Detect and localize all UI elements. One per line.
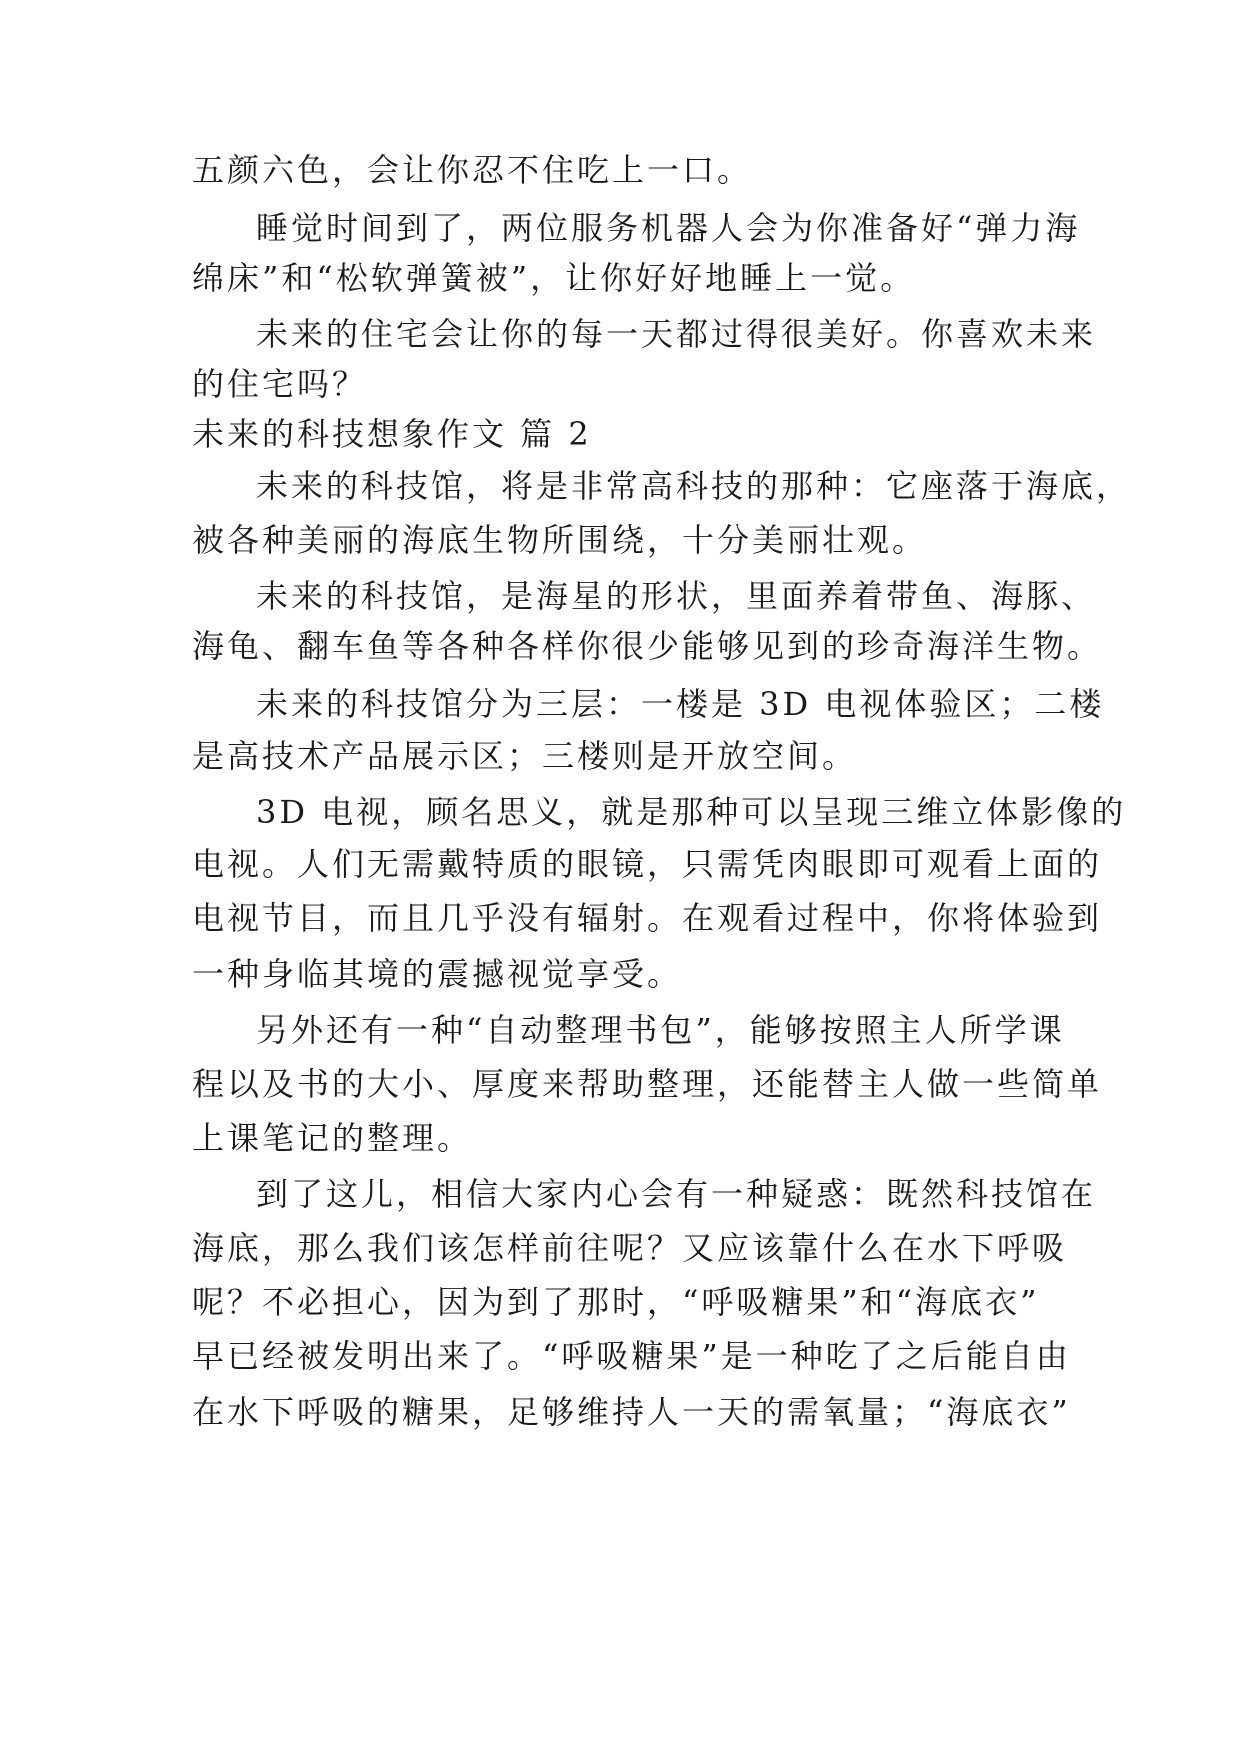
paragraph-line: 被各种美丽的海底生物所围绕，十分美丽壮观。 xyxy=(192,521,928,559)
paragraph-line: 上课笔记的整理。 xyxy=(192,1119,473,1157)
paragraph-line: 3D 电视，顾名思义，就是那种可以呈现三维立体影像的 xyxy=(256,793,1127,831)
paragraph-line: 是高技术产品展示区；三楼则是开放空间。 xyxy=(192,737,858,775)
paragraph-line: 未来的科技馆，是海星的形状，里面养着带鱼、海豚、 xyxy=(256,577,1097,615)
section-heading: 未来的科技想象作文 篇 2 xyxy=(192,415,592,453)
paragraph-line: 电视。人们无需戴特质的眼镜，只需凭肉眼即可观看上面的 xyxy=(192,845,1103,883)
paragraph-line: 一种身临其境的震撼视觉享受。 xyxy=(192,955,683,993)
paragraph-line: 电视节目，而且几乎没有辐射。在观看过程中，你将体验到 xyxy=(192,899,1103,937)
paragraph-line: 五颜六色，会让你忍不住吃上一口。 xyxy=(192,151,753,189)
paragraph-line: 呢？不必担心，因为到了那时，“呼吸糖果”和“海底衣” xyxy=(192,1283,1040,1321)
paragraph-line: 未来的住宅会让你的每一天都过得很美好。你喜欢未来 xyxy=(256,315,1097,353)
paragraph-line: 海底，那么我们该怎样前往呢？又应该靠什么在水下呼吸 xyxy=(192,1229,1068,1267)
paragraph-line: 海龟、翻车鱼等各种各样你很少能够见到的珍奇海洋生物。 xyxy=(192,627,1103,665)
paragraph-line: 早已经被发明出来了。“呼吸糖果”是一种吃了之后能自由 xyxy=(192,1337,1071,1375)
paragraph-line: 的住宅吗？ xyxy=(192,365,368,403)
paragraph-line: 在水下呼吸的糖果，足够维持人一天的需氧量；“海底衣” xyxy=(192,1393,1071,1431)
paragraph-line: 程以及书的大小、厚度来帮助整理，还能替主人做一些简单 xyxy=(192,1065,1103,1103)
paragraph-line: 另外还有一种“自动整理书包”，能够按照主人所学课 xyxy=(256,1011,1065,1049)
paragraph-line: 绵床”和“松软弹簧被”，让你好好地睡上一觉。 xyxy=(192,259,916,297)
paragraph-line: 到了这儿，相信大家内心会有一种疑惑：既然科技馆在 xyxy=(256,1175,1097,1213)
paragraph-line: 睡觉时间到了，两位服务机器人会为你准备好“弹力海 xyxy=(256,209,1081,247)
paragraph-line: 未来的科技馆，将是非常高科技的那种：它座落于海底， xyxy=(256,467,1132,505)
paragraph-line: 未来的科技馆分为三层：一楼是 3D 电视体验区；二楼 xyxy=(256,685,1105,723)
